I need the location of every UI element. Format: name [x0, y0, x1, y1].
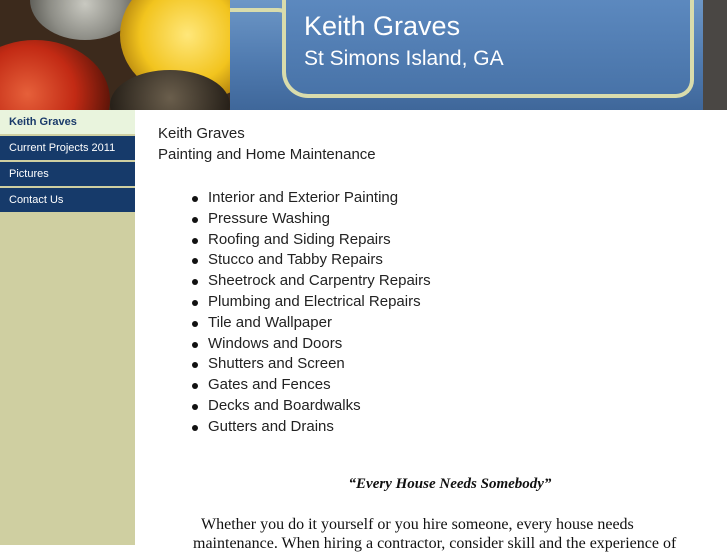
list-item: Gutters and Drains [190, 417, 431, 438]
paint-cans-image [0, 0, 230, 110]
list-item: Plumbing and Electrical Repairs [190, 292, 431, 313]
paint-can-red [0, 40, 110, 110]
quote: “Every House Needs Somebody” [348, 476, 552, 492]
nav-item-pictures[interactable]: Pictures [0, 162, 135, 188]
list-item: Windows and Doors [190, 334, 431, 355]
list-item: Interior and Exterior Painting [190, 188, 431, 209]
body-paragraph: Whether you do it yourself or you hire someone, every house needs maintenance. When hiring a contractor, consider skill and the experience of [193, 516, 677, 552]
sidebar [0, 110, 135, 545]
nav-item-contact-us[interactable]: Contact Us [0, 188, 135, 214]
nav-item-keith-graves[interactable]: Keith Graves [0, 110, 135, 136]
nav-item-current-projects[interactable]: Current Projects 2011 [0, 136, 135, 162]
list-item: Tile and Wallpaper [190, 313, 431, 334]
site-location: St Simons Island, GA [304, 47, 504, 70]
main-content [135, 110, 727, 552]
list-item: Roofing and Siding Repairs [190, 230, 431, 251]
main-nav [0, 110, 135, 214]
list-item: Stucco and Tabby Repairs [190, 250, 431, 271]
list-item: Sheetrock and Carpentry Repairs [190, 271, 431, 292]
intro-tagline: Painting and Home Maintenance [158, 146, 376, 163]
site-header [0, 0, 727, 110]
intro-name: Keith Graves [158, 125, 245, 142]
header-right-edge [703, 0, 727, 110]
list-item: Gates and Fences [190, 375, 431, 396]
list-item: Decks and Boardwalks [190, 396, 431, 417]
services-list [190, 188, 431, 438]
list-item: Pressure Washing [190, 209, 431, 230]
list-item: Shutters and Screen [190, 354, 431, 375]
site-title: Keith Graves [304, 11, 461, 41]
